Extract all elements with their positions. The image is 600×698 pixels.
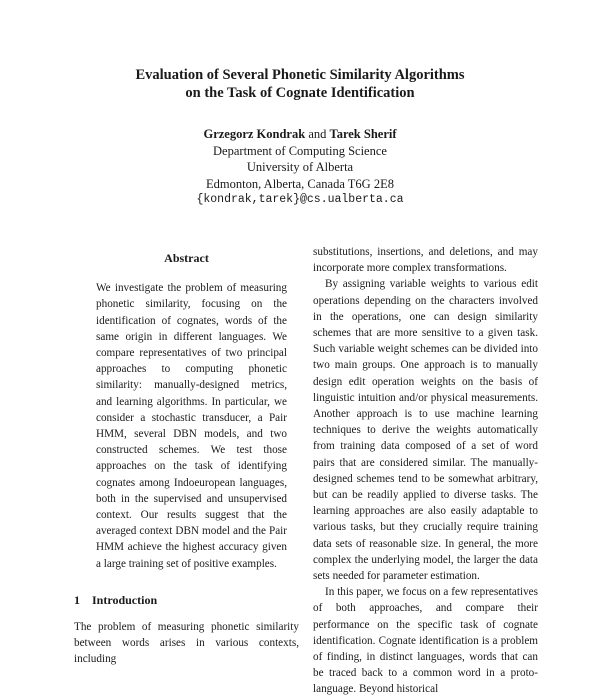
title-line-1: Evaluation of Several Phonetic Similarity Algorithms — [135, 67, 465, 83]
section-title: Introduction — [92, 592, 158, 607]
author-email: {kondrak,tarek}@cs.ualberta.ca — [196, 193, 404, 206]
affiliation-university: University of Alberta — [246, 160, 354, 174]
introduction-text: The problem of measuring phonetic similarity between words arises in various contexts, including — [74, 621, 299, 666]
author-2: Tarek Sherif — [329, 127, 397, 141]
right-paragraph-2: By assigning variable weights to various edit operations depending on the characters involved in the operations, one can design similarity schemes that are more sensitive to a given task. Such variable weight schemes can be divided into two main groups. One approach is to manually design edit operation weights on the basis of linguistic intuition and/or physical measurements. Another approach is to use machine learning techniques to derive the weights automatically from training data composed of a set of word pairs that are considered similar. The manually-designed schemes tend to be somewhat arbitrary, but can be readily applied to diverse tasks. The learning approaches are also easily adaptable to various tasks, but they crucially require training data sets of reasonable size. In general, the more complex the underlying model, the larger the data sets needed for parameter estimation. — [313, 278, 538, 583]
right-column — [313, 244, 538, 698]
affiliation-department: Department of Computing Science — [213, 143, 387, 158]
author-names — [0, 126, 600, 143]
section-heading-introduction — [74, 592, 299, 608]
affiliation-address: Edmonton, Alberta, Canada T6G 2E8 — [206, 176, 394, 191]
section-number: 1 — [74, 592, 80, 607]
title-line-2: on the Task of Cognate Identification — [185, 85, 415, 101]
abstract-heading: Abstract — [164, 251, 209, 265]
right-paragraph-3: In this paper, we focus on a few representatives of both approaches, and compare their performance on the specific task of cognate identification. Cognate identification is a problem of finding, in distinct languages, words that can be traced back to a common word in a proto-language. Beyond historical — [313, 586, 538, 696]
paper-title — [0, 66, 600, 102]
author-1: Grzegorz Kondrak — [203, 127, 306, 141]
author-block — [0, 126, 600, 209]
abstract-text: We investigate the problem of measuring phonetic similarity, focusing on the identification of cognates, words of the same origin in different languages. We compare representatives of two principal approaches to computing phonetic similarity: manually-designed metrics, and learning algorithms. In particular, we consider a stochastic transducer, a Pair HMM, several DBN models, and two constructed schemes. We test those approaches on the task of identifying cognates among Indoeuropean languages, both in the supervised and unsupervised context. Our results suggest that the averaged context DBN model and the Pair HMM achieve the highest accuracy given a large training set of positive examples. — [96, 282, 287, 570]
author-and: and — [308, 127, 327, 141]
right-paragraph-1: substitutions, insertions, and deletions, and may incorporate more complex transformations. — [313, 246, 538, 275]
left-column — [74, 250, 299, 668]
abstract-body — [74, 280, 299, 572]
